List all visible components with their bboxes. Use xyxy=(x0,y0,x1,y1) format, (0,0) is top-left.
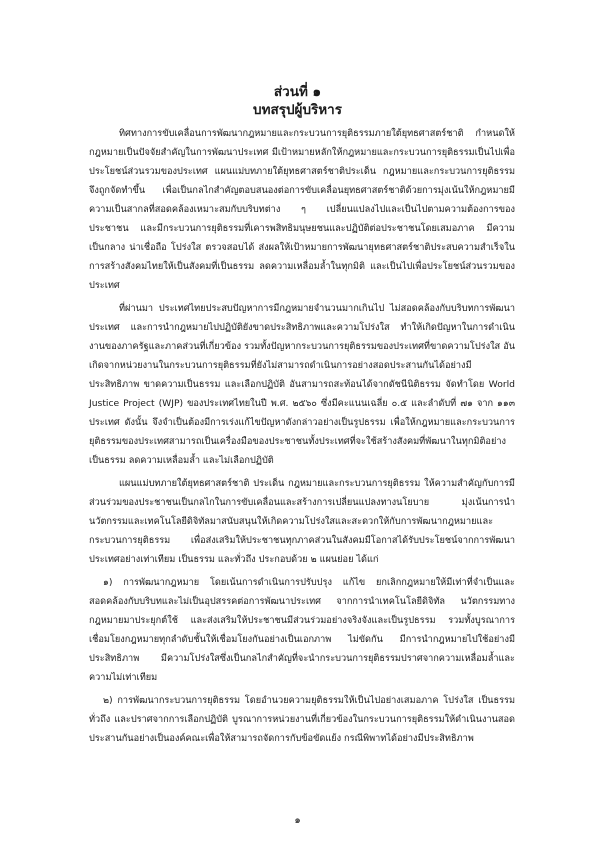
list-item-justice-process: ๒) การพัฒนากระบวนการยุติธรรม โดยอำนวยความยุติธรรมให้เป็นไปอย่างเสมอภาค โปร่งใส เป็นธรรม ทั่วถึง และปราศจากการเลือกปฏิบัติ บูรณาการหน่วยงานที่เกี่ยวข้องในกระบวนการยุติธรรมให้ดำเนินงานสอดประสานกันอย่างเป็นองค์คณะเพื่อให้สามารถจัดการกับข้อขัดแย้ง กรณีพิพาทได้อย่างมีประสิทธิภาพ xyxy=(89,695,515,744)
paragraph-master-plan: แผนแม่บทภายใต้ยุทธศาสตร์ชาติ ประเด็น กฎหมายและกระบวนการยุติธรรม ให้ความสำคัญกับการมีส่วนร่วมของประชาชนเป็นกลไกในการขับเคลื่อนและสร้างการเปลี่ยนแปลงทางนโยบาย มุ่งเน้นการนำนวัตกรรมและเทคโนโลยีดิจิทัลมาสนับสนุนให้เกิดความโปร่งใสและสะดวกให้กับการพัฒนากฎหมายและกระบวนการยุติธรรม เพื่อส่งเสริมให้ประชาชนทุกภาคส่วนในสังคมมีโอกาสได้รับประโยชน์จากการพัฒนาประเทศอย่างเท่าเทียม เป็นธรรม และทั่วถึง ประกอบด้วย ๒ แผนย่อย ได้แก่ xyxy=(89,478,515,565)
list-item-law-development: ๑) การพัฒนากฎหมาย โดยเน้นการดำเนินการปรับปรุง แก้ไข ยกเลิกกฎหมายให้มีเท่าที่จำเป็นและสอดคล้องกับบริบทและไม่เป็นอุปสรรคต่อการพัฒนาประเทศ จากการนำเทคโนโลยีดิจิทัล นวัตกรรมทางกฎหมายมาประยุกต์ใช้ และส่งเสริมให้ประชาชนมีส่วนร่วมอย่างจริงจังและเป็นรูปธรรม รวมทั้งบูรณาการเชื่อมโยงกฎหมายทุกลำดับชั้นให้เชื่อมโยงกันอย่างเป็นเอกภาพ ไม่ขัดกัน มีการนำกฎหมายไปใช้อย่างมีประสิทธิภาพ มีความโปร่งใสซึ่งเป็นกลไกสำคัญที่จะนำกระบวนการยุติธรรมปราศจากความเหลื่อมล้ำและความไม่เท่าเทียม xyxy=(89,577,515,683)
paragraph-intro: ทิศทางการขับเคลื่อนการพัฒนากฎหมายและกระบวนการยุติธรรมภายใต้ยุทธศาสตร์ชาติ กำหนดให้กฎหมายเป็นปัจจัยสำคัญในการพัฒนาประเทศ มีเป้าหมายหลักให้กฎหมายและกระบวนการยุติธรรมเป็นไปเพื่อประโยชน์ส่วนรวมของประเทศ แผนแม่บทภายใต้ยุทธศาสตร์ชาติประเด็น กฎหมายและกระบวนการยุติธรรมจึงถูกจัดทำขึ้น เพื่อเป็นกลไกสำคัญตอบสนองต่อการขับเคลื่อนยุทธศาสตร์ชาติด้วยการมุ่งเน้นให้กฎหมายมีความเป็นสากลที่สอดคล้องเหมาะสมกับบริบทต่าง ๆ เปลี่ยนแปลงไปและเป็นไปตามความต้องการของประชาชน และมีกระบวนการยุติธรรมที่เคารพสิทธิมนุษยชนและปฏิบัติต่อประชาชนโดยเสมอภาค มีความเป็นกลาง น่าเชื่อถือ โปร่งใส ตรวจสอบได้ ส่งผลให้เป้าหมายการพัฒนายุทธศาสตร์ชาติประสบความสำเร็จในการสร้างสังคมไทยให้เป็นสังคมที่เป็นธรรม ลดความเหลื่อมล้ำในทุกมิติ และเป็นไปเพื่อประโยชน์ส่วนรวมของประเทศ xyxy=(89,128,515,291)
section-subtitle: บทสรุปผู้บริหาร xyxy=(253,102,342,118)
paragraph-problems: ที่ผ่านมา ประเทศไทยประสบปัญหาการมีกฎหมายจำนวนมากเกินไป ไม่สอดคล้องกับบริบทการพัฒนาประเทศ และการนำกฎหมายไปปฏิบัติยังขาดประสิทธิภาพและความโปร่งใส ทำให้เกิดปัญหาในการดำเนินงานของภาครัฐและภาคส่วนที่เกี่ยวข้อง รวมทั้งปัญหากระบวนการยุติธรรมของประเทศที่ขาดความโปร่งใส อันเกิดจากหน่วยงานในกระบวนการยุติธรรมที่ยังไม่สามารถดำเนินการอย่างสอดประสานกันได้อย่างมีประสิทธิภาพ ขาดความเป็นธรรม และเลือกปฏิบัติ อันสามารถสะท้อนได้จากดัชนีนิติธรรม จัดทำโดย World Justice Project (WJP) ของประเทศไทยในปี พ.ศ. ๒๕๖๐ ซึ่งมีคะแนนเฉลี่ย ๐.๕ และลำดับที่ ๗๑ จาก ๑๑๓ ประเทศ ดังนั้น จึงจำเป็นต้องมีการเร่งแก้ไขปัญหาดังกล่าวอย่างเป็นรูปธรรม เพื่อให้กฎหมายและกระบวนการยุติธรรมของประเทศสามารถเป็นเครื่องมือของประชาชนทั้งประเทศที่จะใช้สร้างสังคมที่พัฒนาในทุกมิติอย่างเป็นธรรม ลดความเหลื่อมล้ำ และไม่เลือกปฏิบัติ xyxy=(89,303,515,466)
page-number: ๑ xyxy=(294,815,301,826)
section-title: ส่วนที่ ๑ xyxy=(273,84,322,100)
document-body xyxy=(89,124,515,752)
